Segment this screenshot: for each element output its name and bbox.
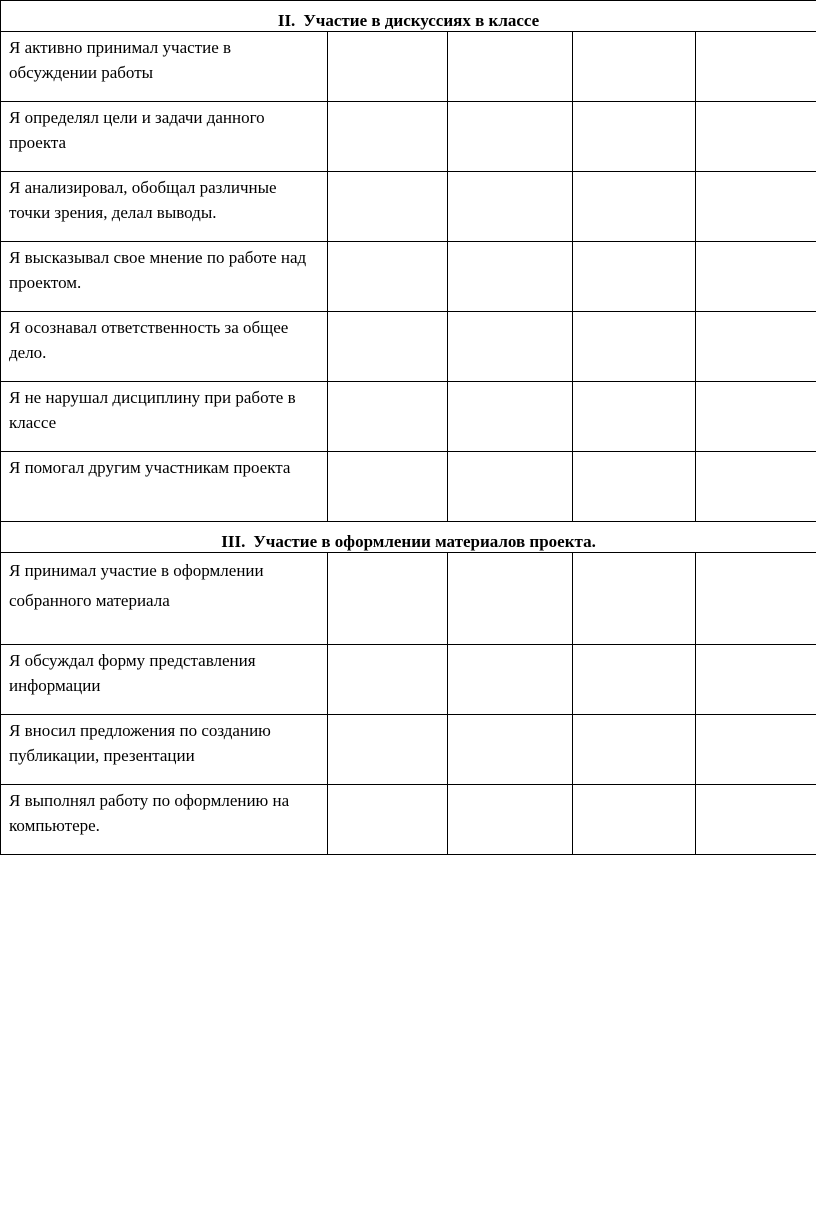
rating-cell[interactable] xyxy=(448,102,573,172)
rating-cell[interactable] xyxy=(696,553,816,645)
statement-cell: Я вносил предложения по созданию публикации, презентации xyxy=(1,715,328,785)
rating-cell[interactable] xyxy=(696,645,816,715)
section-title xyxy=(1,1,816,32)
statement-cell: Я не нарушал дисциплину при работе в классе xyxy=(1,382,328,452)
rating-cell[interactable] xyxy=(328,715,448,785)
statement-cell: Я осознавал ответственность за общее дело. xyxy=(1,312,328,382)
rating-cell[interactable] xyxy=(328,553,448,645)
rating-cell[interactable] xyxy=(696,102,816,172)
rating-cell[interactable] xyxy=(448,553,573,645)
table-row xyxy=(1,452,816,522)
section-number: II. xyxy=(277,11,296,30)
rating-cell[interactable] xyxy=(328,102,448,172)
rating-cell[interactable] xyxy=(328,32,448,102)
rating-cell[interactable] xyxy=(328,452,448,522)
rating-cell[interactable] xyxy=(328,382,448,452)
rating-cell[interactable] xyxy=(448,645,573,715)
rating-cell[interactable] xyxy=(573,715,696,785)
statement-cell: Я анализировал, обобщал различные точки зрения, делал выводы. xyxy=(1,172,328,242)
rating-cell[interactable] xyxy=(696,32,816,102)
rating-cell[interactable] xyxy=(573,312,696,382)
rating-cell[interactable] xyxy=(573,553,696,645)
rating-cell[interactable] xyxy=(448,242,573,312)
rating-cell[interactable] xyxy=(573,242,696,312)
rating-cell[interactable] xyxy=(696,715,816,785)
rating-cell[interactable] xyxy=(448,715,573,785)
statement-cell: Я помогал другим участникам проекта xyxy=(1,452,328,522)
section-title-text: Участие в оформлении материалов проекта. xyxy=(253,532,596,551)
statement-cell: Я активно принимал участие в обсуждении работы xyxy=(1,32,328,102)
rating-cell[interactable] xyxy=(448,32,573,102)
section-number: III. xyxy=(221,532,246,551)
rating-cell[interactable] xyxy=(696,312,816,382)
rating-cell[interactable] xyxy=(328,172,448,242)
rating-cell[interactable] xyxy=(573,785,696,855)
statement-cell: Я принимал участие в оформлении собранного материала xyxy=(1,553,328,645)
rating-cell[interactable] xyxy=(448,785,573,855)
rating-cell[interactable] xyxy=(573,102,696,172)
section-title xyxy=(1,522,816,553)
rating-cell[interactable] xyxy=(573,382,696,452)
statement-cell: Я выполнял работу по оформлению на компьютере. xyxy=(1,785,328,855)
rating-cell[interactable] xyxy=(696,242,816,312)
table-row xyxy=(1,242,816,312)
rating-cell[interactable] xyxy=(573,452,696,522)
table-row xyxy=(1,312,816,382)
rating-cell[interactable] xyxy=(448,452,573,522)
rating-cell[interactable] xyxy=(573,645,696,715)
rating-cell[interactable] xyxy=(328,312,448,382)
statement-cell: Я высказывал свое мнение по работе над проектом. xyxy=(1,242,328,312)
rating-cell[interactable] xyxy=(573,172,696,242)
table-row xyxy=(1,382,816,452)
table-row xyxy=(1,32,816,102)
rating-cell[interactable] xyxy=(573,32,696,102)
rating-cell[interactable] xyxy=(696,785,816,855)
table-row xyxy=(1,172,816,242)
table-row xyxy=(1,785,816,855)
statement-cell: Я определял цели и задачи данного проекта xyxy=(1,102,328,172)
rating-cell[interactable] xyxy=(448,172,573,242)
rating-cell[interactable] xyxy=(448,382,573,452)
rating-cell[interactable] xyxy=(328,645,448,715)
section-header-row xyxy=(1,1,816,32)
rating-cell[interactable] xyxy=(696,452,816,522)
rating-cell[interactable] xyxy=(448,312,573,382)
section-header-row xyxy=(1,522,816,553)
rating-cell[interactable] xyxy=(696,172,816,242)
rating-cell[interactable] xyxy=(328,785,448,855)
table-row xyxy=(1,715,816,785)
statement-cell: Я обсуждал форму представления информации xyxy=(1,645,328,715)
table-row xyxy=(1,553,816,645)
section-title-text: Участие в дискуссиях в классе xyxy=(303,11,540,30)
rating-cell[interactable] xyxy=(696,382,816,452)
rating-cell[interactable] xyxy=(328,242,448,312)
table-row xyxy=(1,645,816,715)
table-row xyxy=(1,102,816,172)
